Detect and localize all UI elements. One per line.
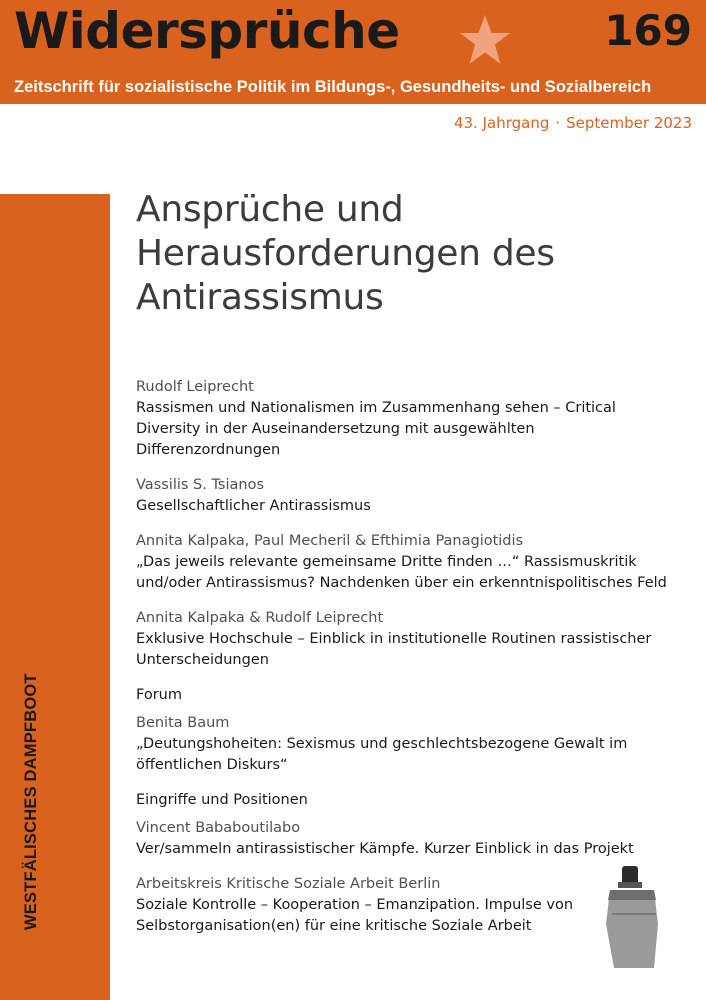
journal-title: Widersprüche: [14, 2, 400, 60]
issue-number: 169: [604, 6, 692, 55]
toc-author: Benita Baum: [136, 715, 230, 731]
toc-title-line: „Das jeweils relevante gemeinsame Dritte finden …“ Rassismuskritik: [136, 554, 637, 570]
toc-author: Vassilis S. Tsianos: [136, 477, 265, 493]
headline-line: Antirassismus: [136, 277, 384, 318]
toc-entry: [136, 531, 696, 594]
issue-meta: [454, 114, 692, 132]
toc-entry: [136, 818, 696, 860]
section-heading-positions: Eingriffe und Positionen: [136, 792, 308, 808]
toc-entry: [136, 377, 696, 461]
toc-title-line: Ver/sammeln antirassistischer Kämpfe. Kurzer Einblick in das Projekt: [136, 841, 634, 857]
issue-date: September 2023: [566, 114, 692, 132]
toc-entry: [136, 713, 696, 776]
toc-title: [136, 496, 696, 517]
toc-title-line: Diversity in der Auseinandersetzung mit ausgewählten: [136, 421, 535, 437]
toc-title-line: Selbstorganisation(en) für eine kritische Soziale Arbeit: [136, 918, 532, 934]
toc-title-line: Soziale Kontrolle – Kooperation – Emanzipation. Impulse von: [136, 897, 574, 913]
toc-title: [136, 552, 696, 594]
meta-separator: ·: [555, 114, 561, 132]
toc-title-line: öffentlichen Diskurs“: [136, 757, 288, 773]
toc-title-line: Exklusive Hochschule – Einblick in institutionelle Routinen rassistischer: [136, 631, 652, 647]
issue-headline: [136, 188, 676, 320]
toc-title-line: „Deutungshoheiten: Sexismus und geschlechtsbezogene Gewalt im: [136, 736, 628, 752]
toc-title-line: Gesellschaftlicher Antirassismus: [136, 498, 371, 514]
toc-title: [136, 629, 696, 671]
side-bar: [0, 194, 110, 1000]
toc-author: Arbeitskreis Kritische Soziale Arbeit Berlin: [136, 876, 441, 892]
toc-title-line: Rassismen und Nationalismen im Zusammenhang sehen – Critical: [136, 400, 616, 416]
toc-title: [136, 734, 696, 776]
section-heading-forum: Forum: [136, 687, 182, 703]
star-icon: [458, 14, 512, 66]
journal-subtitle: Zeitschrift für sozialistische Politik im Bildungs-, Gesundheits- und Sozialbereich: [14, 78, 652, 96]
headline-line: Herausforderungen des: [136, 233, 555, 274]
toc-title-line: Differenzordnungen: [136, 442, 281, 458]
steamboat-icon: [604, 864, 664, 968]
toc-entry: [136, 608, 696, 671]
volume-label: 43. Jahrgang: [453, 114, 550, 132]
toc-title-line: und/oder Antirassismus? Nachdenken über ein erkenntnispolitisches Feld: [136, 575, 667, 591]
toc-author: Annita Kalpaka, Paul Mecheril & Efthimia Panagiotidis: [136, 533, 524, 549]
toc-title: [136, 398, 696, 461]
headline-line: Ansprüche und: [136, 189, 404, 230]
toc-author: Annita Kalpaka & Rudolf Leiprecht: [136, 610, 384, 626]
masthead-band: [0, 0, 706, 104]
toc-title-line: Unterscheidungen: [136, 652, 269, 668]
toc-title: [136, 839, 696, 860]
toc-entry: [136, 475, 696, 517]
toc-author: Vincent Bababoutilabo: [136, 820, 301, 836]
toc-author: Rudolf Leiprecht: [136, 379, 254, 395]
publisher-name: WESTFÄLISCHES DAMPFBOOT: [22, 673, 40, 930]
